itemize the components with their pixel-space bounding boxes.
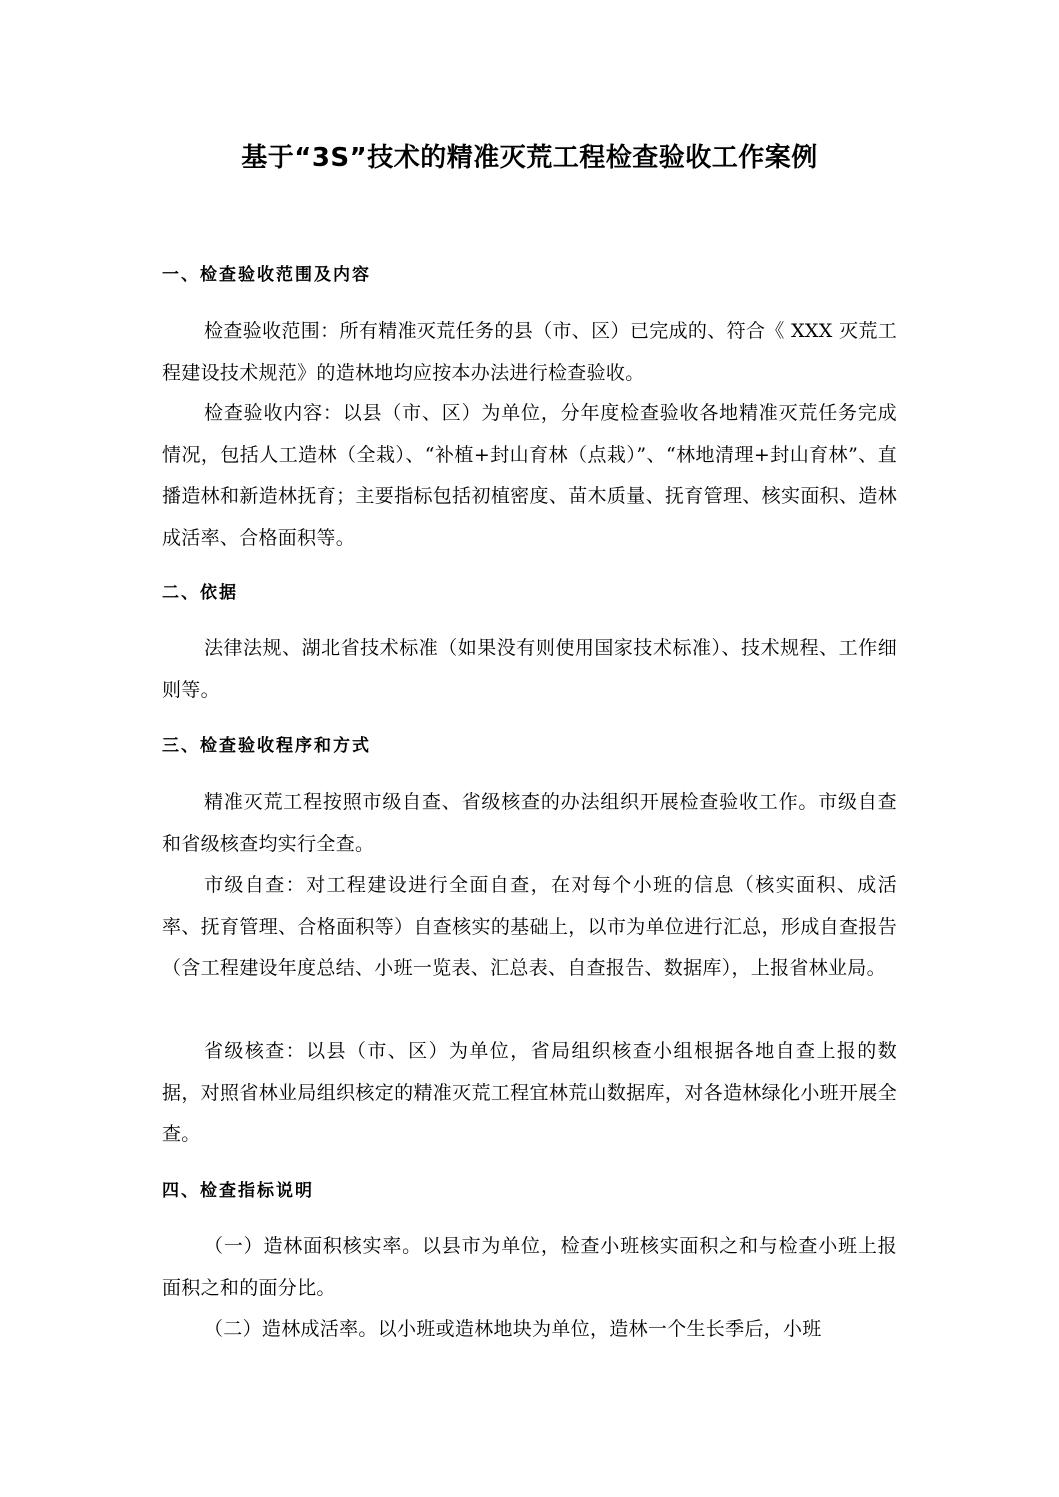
section-3-paragraph-2: 市级自查：对工程建设进行全面自查，在对每个小班的信息（核实面积、成活率、抚育管理、合格面积等）自查核实的基础上，以市为单位进行汇总，形成自查报告（含工程建设年度总结、小班一览表、汇总表、自查报告、数据库），上报省林业局。 — [162, 874, 897, 979]
section-heading-4: 四、检查指标说明 — [162, 1181, 314, 1201]
section-1-paragraph-2: 检查验收内容：以县（市、区）为单位，分年度检查验收各地精准灭荒任务完成情况，包括人工造林（全栽）、“补植+封山育林（点栽）”、“林地清理+封山育林”、直播造林和新造林抚育；主要指标包括初植密度、苗木质量、抚育管理、核实面积、造林成活率、合格面积等。 — [162, 402, 897, 549]
section-2-paragraph-1: 法律法规、湖北省技术标准（如果没有则使用国家技术标准）、技术规程、工作细则等。 — [162, 637, 897, 701]
section-heading-1: 一、检查验收范围及内容 — [162, 265, 371, 285]
document-title: 基于“3S”技术的精准灭荒工程检查验收工作案例 — [241, 143, 818, 173]
section-heading-3: 三、检查验收程序和方式 — [162, 736, 371, 756]
section-1-paragraph-1: 检查验收范围：所有精准灭荒任务的县（市、区）已完成的、符合《 XXX 灭荒工程建设技术规范》的造林地均应按本办法进行检查验收。 — [162, 320, 897, 384]
section-3-paragraph-3: 省级核查：以县（市、区）为单位，省局组织核查小组根据各地自查上报的数据，对照省林业局组织核定的精准灭荒工程宜林荒山数据库，对各造林绿化小班开展全查。 — [162, 1040, 897, 1145]
section-3-paragraph-1: 精准灭荒工程按照市级自查、省级核查的办法组织开展检查验收工作。市级自查和省级核查均实行全查。 — [162, 791, 897, 855]
section-heading-2: 二、依据 — [162, 583, 238, 603]
section-4-paragraph-2: （二）造林成活率。以小班或造林地块为单位，造林一个生长季后，小班 — [204, 1318, 822, 1340]
section-4-paragraph-1: （一）造林面积核实率。以县市为单位，检查小班核实面积之和与检查小班上报面积之和的面分比。 — [162, 1235, 897, 1299]
